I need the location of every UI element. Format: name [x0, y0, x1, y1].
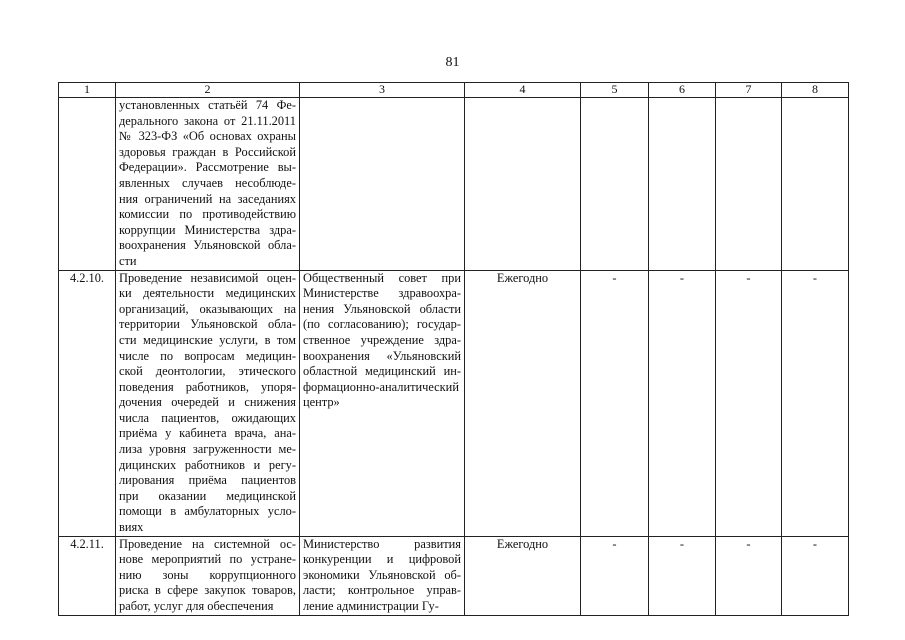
responsible-parties [300, 270, 465, 536]
description-line: комиссии по противодействию [119, 207, 296, 222]
description-line: организаций, оказывающих на [119, 301, 296, 316]
description-line: дерального закона от 21.11.2011 [119, 113, 296, 128]
column-7-cell [716, 98, 782, 271]
description-line: здоровья граждан в Российской [119, 144, 296, 159]
description-line: ния ограничений на заседаниях [119, 191, 296, 206]
column-5-cell: - [581, 270, 649, 536]
description-line: дицинских работников и регу- [119, 457, 296, 472]
description-line: поведения работников, упоря- [119, 379, 296, 394]
column-6-cell [649, 98, 716, 271]
period-cell [465, 98, 581, 271]
column-7-cell: - [716, 270, 782, 536]
description-line: дочения очередей и снижения [119, 395, 296, 410]
description-line: Федерации». Рассмотрение вы- [119, 160, 296, 175]
description-line: ской деонтологии, этического [119, 364, 296, 379]
responsible-line: (по согласованию); государ- [303, 317, 461, 332]
responsible-line: Министерстве здравоохра- [303, 286, 461, 301]
column-6-cell: - [649, 270, 716, 536]
row-number: 4.2.11. [59, 536, 116, 615]
description-line: числа пациентов, ожидающих [119, 410, 296, 425]
column-header: 5 [581, 83, 649, 98]
responsible-line: центр» [303, 395, 340, 410]
description-line: ки деятельности медицинских [119, 286, 296, 301]
responsible-line: областной медицинский ин- [303, 364, 461, 379]
description-line: нию зоны коррупционного [119, 567, 296, 582]
page-number: 81 [445, 55, 460, 70]
table-row [59, 270, 849, 536]
responsible-line: конкуренции и цифровой [303, 552, 461, 567]
column-header: 2 [116, 83, 300, 98]
measure-description [116, 536, 300, 615]
description-line: лиза уровня загруженности ме- [119, 442, 296, 457]
description-line: работ, услуг для обеспечения [119, 599, 274, 613]
description-line: числе по вопросам медицин- [119, 348, 296, 363]
column-header: 7 [716, 83, 782, 98]
header-row [59, 83, 849, 98]
responsible-line: экономики Ульяновской об- [303, 567, 461, 582]
period-cell: Ежегодно [465, 536, 581, 615]
row-number: 4.2.10. [59, 270, 116, 536]
description-line: воохранения Ульяновской обла- [119, 238, 296, 253]
description-line: сти медицинские услуги, в том [119, 332, 296, 347]
responsible-line: ственное учреждение здра- [303, 332, 461, 347]
description-line: коррупции Министерства здра- [119, 222, 296, 237]
column-8-cell [782, 98, 849, 271]
column-5-cell [581, 98, 649, 271]
responsible-line: ласти; контрольное управ- [303, 583, 461, 598]
column-header: 6 [649, 83, 716, 98]
column-header: 3 [300, 83, 465, 98]
description-line: Проведение на системной ос- [119, 536, 296, 551]
row-number [59, 98, 116, 271]
description-line: сти [119, 253, 137, 268]
description-line: риска в сфере закупок товаров, [119, 583, 296, 598]
description-line: территории Ульяновской обла- [119, 317, 296, 332]
description-line: Проведение независимой оцен- [119, 270, 296, 285]
measure-description [116, 270, 300, 536]
period-cell: Ежегодно [465, 270, 581, 536]
measures-table [58, 82, 849, 616]
description-line: помощи в амбулаторных усло- [119, 504, 296, 519]
table-row [59, 536, 849, 615]
responsible-line: формационно-аналитический [303, 379, 459, 394]
responsible-line: Общественный совет при [303, 270, 461, 285]
column-6-cell: - [649, 536, 716, 615]
description-line: при оказании медицинской [119, 488, 296, 503]
responsible-parties [300, 98, 465, 271]
description-line: виях [119, 520, 144, 535]
description-line: явленных случаев несоблюде- [119, 175, 296, 190]
responsible-parties [300, 536, 465, 615]
responsible-line: воохранения «Ульяновский [303, 348, 461, 363]
responsible-line: нения Ульяновской области [303, 301, 461, 316]
column-header: 1 [59, 83, 116, 98]
description-line: № 323-ФЗ «Об основах охраны [119, 129, 296, 144]
column-header: 4 [465, 83, 581, 98]
description-line: лирования приёма пациентов [119, 473, 296, 488]
responsible-line: ление администрации Гу- [303, 599, 439, 613]
description-line: приёма у кабинета врача, ана- [119, 426, 296, 441]
table-row [59, 98, 849, 271]
column-7-cell: - [716, 536, 782, 615]
measure-description [116, 98, 300, 271]
responsible-line: Министерство развития [303, 536, 461, 551]
column-8-cell: - [782, 270, 849, 536]
description-line: установленных статьёй 74 Фе- [119, 98, 296, 112]
description-line: нове мероприятий по устране- [119, 552, 296, 567]
column-8-cell: - [782, 536, 849, 615]
column-header: 8 [782, 83, 849, 98]
column-5-cell: - [581, 536, 649, 615]
